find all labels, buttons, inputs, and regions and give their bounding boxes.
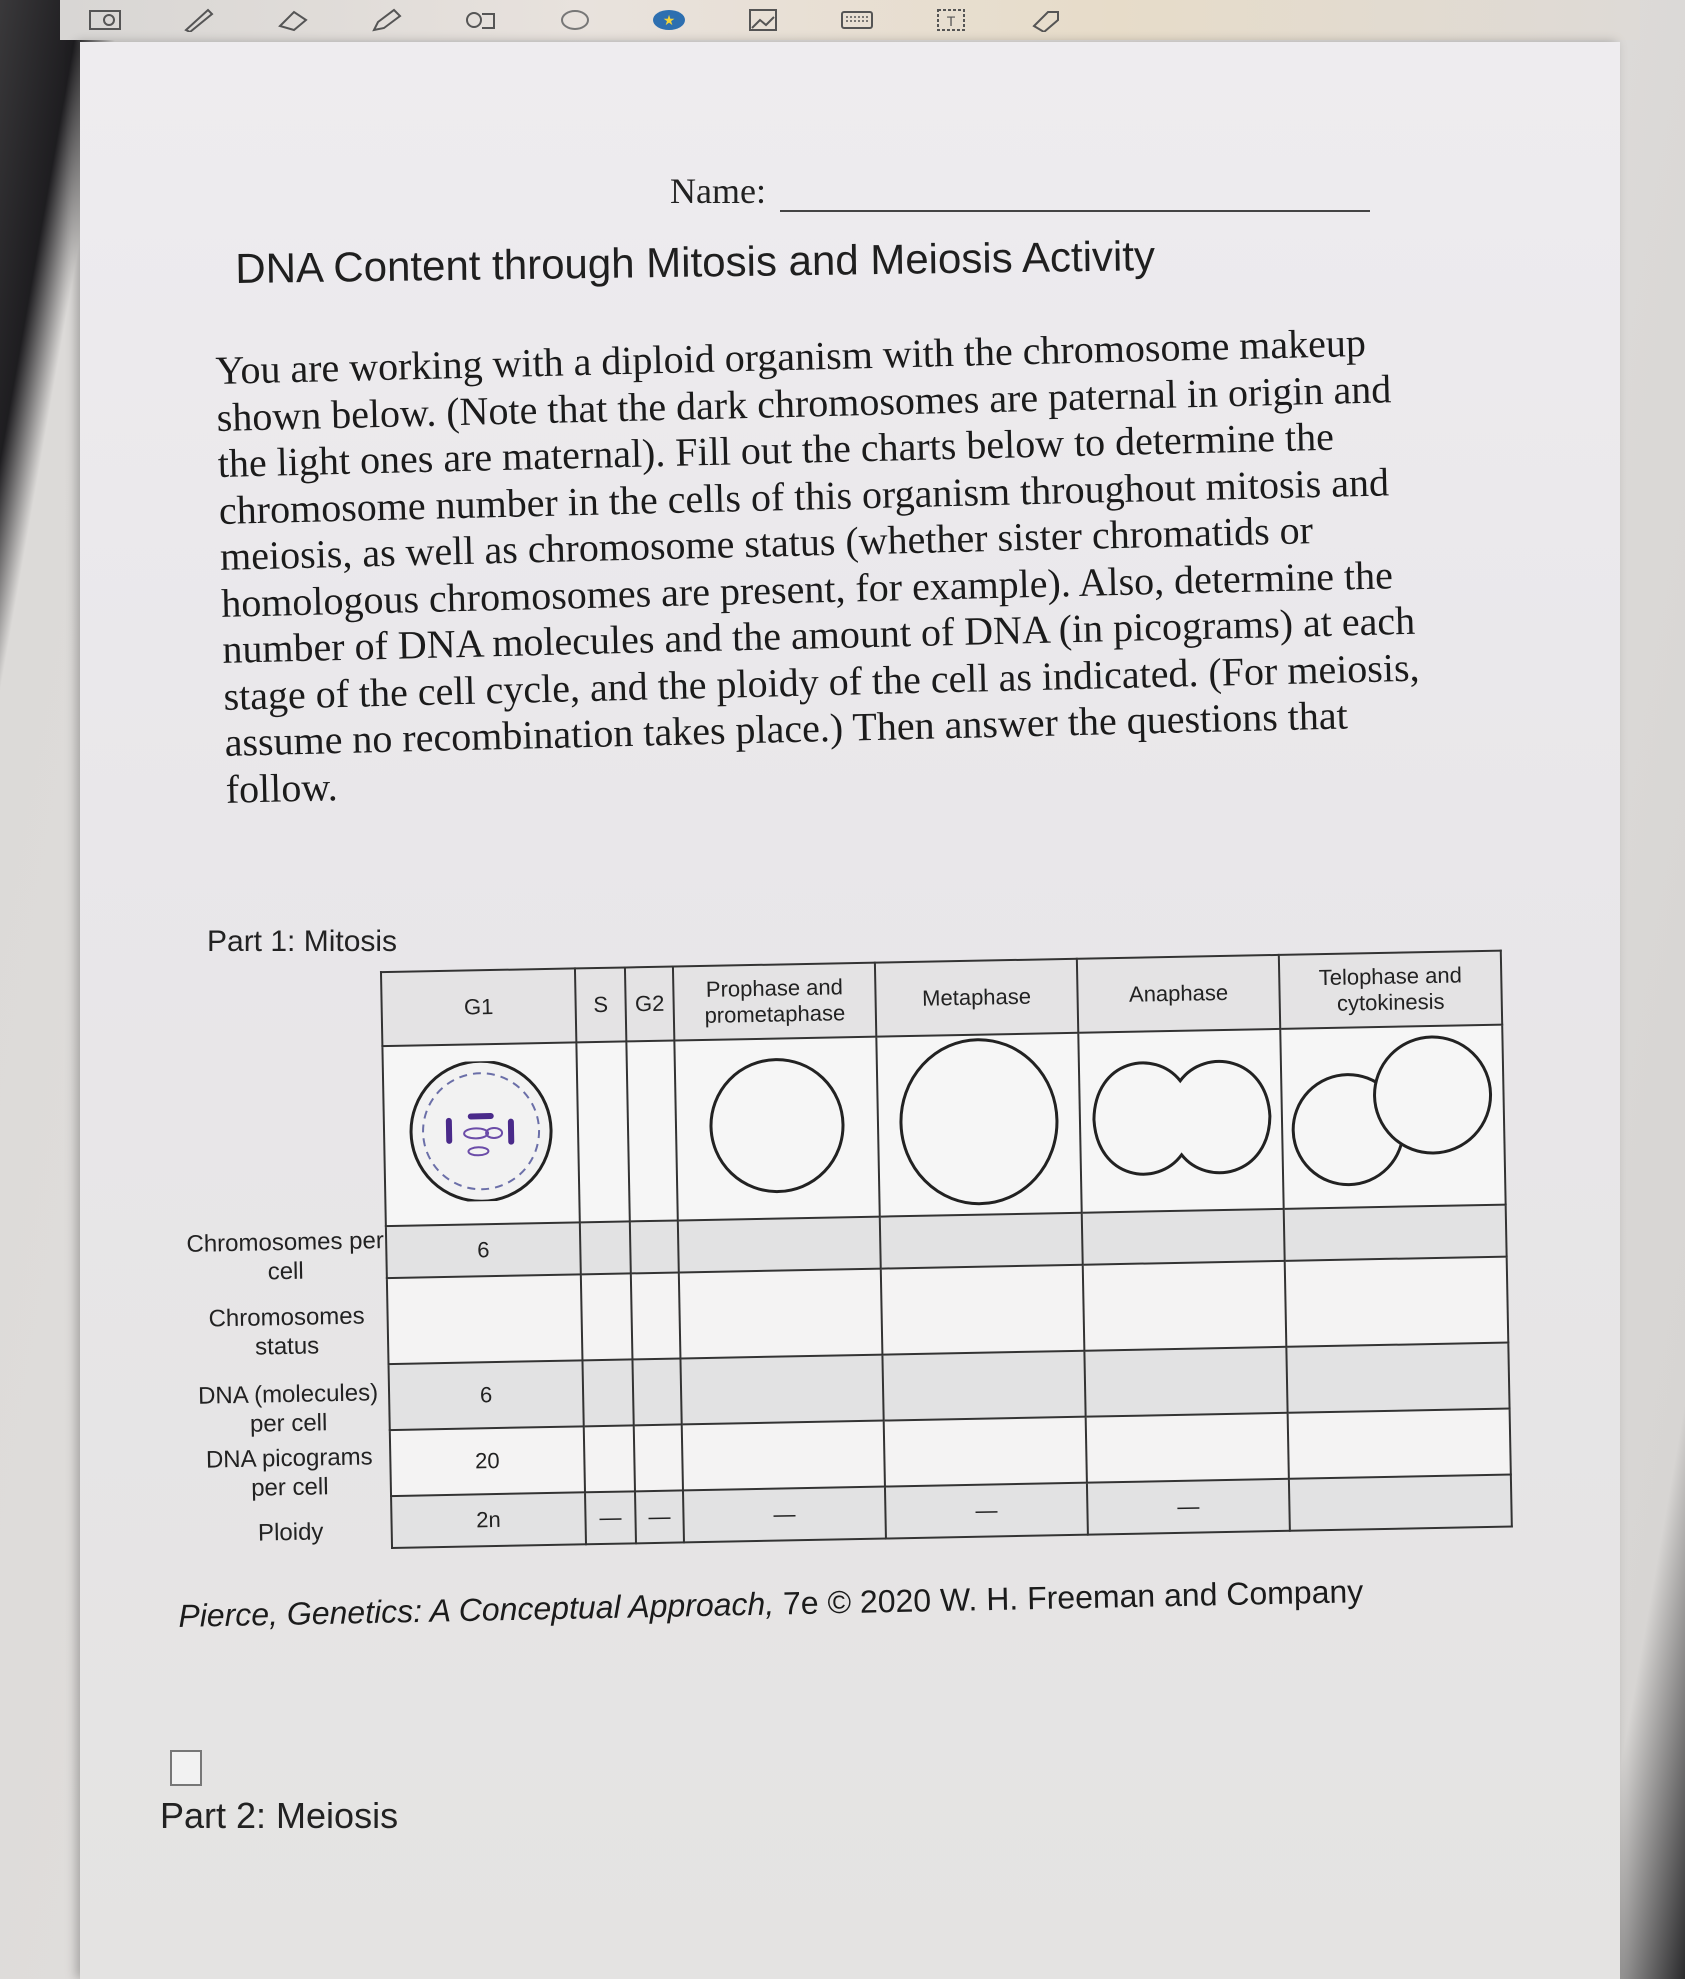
g1-ploidy-value: 2n bbox=[391, 1492, 586, 1548]
name-field bbox=[670, 170, 1370, 212]
anaphase-chromosomes-cell[interactable] bbox=[1082, 1209, 1285, 1265]
metaphase-dna-molecules-cell[interactable] bbox=[882, 1351, 1085, 1421]
svg-text:★: ★ bbox=[662, 12, 676, 28]
metaphase-ploidy-dash: — bbox=[885, 1483, 1088, 1539]
col-prophase: Prophase and prometaphase bbox=[673, 963, 876, 1041]
metaphase-cell-diagram[interactable] bbox=[876, 1033, 1081, 1217]
anaphase-status-cell[interactable] bbox=[1083, 1261, 1287, 1351]
prophase-dna-picograms-cell[interactable] bbox=[682, 1421, 885, 1491]
s-dna-picograms-cell[interactable] bbox=[584, 1425, 635, 1492]
telophase-status-cell[interactable] bbox=[1285, 1257, 1509, 1347]
s-chromosomes-cell[interactable] bbox=[580, 1221, 631, 1274]
name-label: Name: bbox=[670, 171, 766, 211]
text-icon[interactable] bbox=[926, 5, 976, 35]
s-status-cell[interactable] bbox=[581, 1273, 633, 1360]
prophase-dna-molecules-cell[interactable] bbox=[680, 1355, 883, 1425]
telophase-dna-picograms-cell[interactable] bbox=[1288, 1409, 1511, 1479]
shape-icon[interactable] bbox=[550, 5, 600, 35]
g2-dna-picograms-cell[interactable] bbox=[634, 1424, 683, 1491]
g1-cell-diagram bbox=[382, 1042, 579, 1226]
col-s: S bbox=[575, 967, 626, 1042]
metaphase-chromosomes-cell[interactable] bbox=[880, 1213, 1083, 1269]
col-telophase: Telophase and cytokinesis bbox=[1279, 951, 1502, 1029]
instructions-paragraph: You are working with a diploid organism with the chromosome makeup shown below. (Note that the dark chromosomes are paternal in origin and the light ones are maternal). Fill out the charts below to determine the chromosome number in the cells of this organism throughout mitosis and meiosis, as well as chromosome status (whether sister chromatids or homologous chromosomes are present, for example). Also, determine the number of DNA molecules and the amount of DNA (in picograms) at each stage of the cell cycle, and the ploidy of the cell as indicated. (For meiosis, assume no recombination takes place.) Then answer the questions that follow. bbox=[215, 319, 1420, 812]
table-row-cell-diagrams bbox=[382, 1025, 1505, 1226]
part2-heading: Part 2: Meiosis bbox=[160, 1795, 399, 1836]
g1-dna-picograms-value: 20 bbox=[390, 1426, 585, 1496]
row-label-chromosomes-per-cell: Chromosomes per cell bbox=[186, 1227, 385, 1286]
g1-status-cell[interactable] bbox=[387, 1274, 583, 1364]
g2-ploidy-dash: — bbox=[635, 1490, 684, 1543]
anaphase-dna-picograms-cell[interactable] bbox=[1086, 1413, 1289, 1483]
g2-cell-empty[interactable] bbox=[626, 1041, 677, 1222]
anaphase-ploidy-dash: — bbox=[1087, 1479, 1290, 1535]
anaphase-cell-diagram[interactable] bbox=[1078, 1029, 1283, 1213]
g1-dna-molecules-value: 6 bbox=[389, 1360, 584, 1430]
s-ploidy-dash: — bbox=[585, 1491, 636, 1544]
s-cell-empty[interactable] bbox=[576, 1041, 629, 1222]
citation-italic: Pierce, Genetics: A Conceptual Approach, bbox=[178, 1585, 775, 1634]
tag-icon[interactable] bbox=[1020, 5, 1070, 35]
col-g1: G1 bbox=[381, 968, 576, 1046]
anaphase-cell-icon bbox=[1085, 1041, 1278, 1195]
g1-cell-icon bbox=[405, 1060, 558, 1203]
metaphase-dna-picograms-cell[interactable] bbox=[884, 1417, 1087, 1487]
svg-text:T: T bbox=[946, 13, 956, 29]
pen-icon[interactable] bbox=[174, 5, 224, 35]
keyboard-icon[interactable] bbox=[832, 5, 882, 35]
g2-status-cell[interactable] bbox=[631, 1272, 681, 1359]
anaphase-dna-molecules-cell[interactable] bbox=[1084, 1347, 1287, 1417]
lasso-icon[interactable] bbox=[456, 5, 506, 35]
col-metaphase: Metaphase bbox=[875, 959, 1078, 1037]
row-label-ploidy: Ploidy bbox=[257, 1518, 324, 1547]
telophase-dna-molecules-cell[interactable] bbox=[1286, 1343, 1509, 1413]
metaphase-cell-icon bbox=[892, 1035, 1065, 1208]
highlighter-icon[interactable] bbox=[362, 5, 412, 35]
g1-chromosomes-value: 6 bbox=[386, 1222, 581, 1278]
worksheet-title: DNA Content through Mitosis and Meiosis Activity bbox=[235, 232, 1156, 292]
prophase-ploidy-dash: — bbox=[683, 1487, 886, 1543]
image-icon[interactable] bbox=[738, 5, 788, 35]
prophase-cell-diagram[interactable] bbox=[674, 1037, 879, 1221]
g2-dna-molecules-cell[interactable] bbox=[632, 1358, 681, 1425]
mitosis-table bbox=[380, 950, 1513, 1549]
row-label-chromosome-status: Chromosomes status bbox=[208, 1302, 365, 1361]
telophase-cell-icon bbox=[1286, 1032, 1499, 1196]
prophase-cell-icon bbox=[701, 1054, 854, 1197]
prophase-chromosomes-cell[interactable] bbox=[678, 1217, 881, 1273]
telophase-chromosomes-cell[interactable] bbox=[1284, 1205, 1507, 1261]
col-g2: G2 bbox=[625, 967, 674, 1042]
eraser-icon[interactable] bbox=[268, 5, 318, 35]
part2-checkbox[interactable] bbox=[170, 1750, 202, 1786]
row-label-dna-picograms: DNA picograms per cell bbox=[205, 1443, 373, 1502]
name-blank-line[interactable] bbox=[780, 184, 1370, 212]
telophase-ploidy-cell[interactable] bbox=[1289, 1475, 1512, 1531]
part1-heading: Part 1: Mitosis bbox=[207, 925, 398, 958]
annotation-toolbar bbox=[60, 0, 1640, 40]
metaphase-status-cell[interactable] bbox=[881, 1265, 1085, 1355]
citation-rest: 7e © 2020 W. H. Freeman and Company bbox=[773, 1573, 1364, 1622]
s-dna-molecules-cell[interactable] bbox=[582, 1359, 633, 1426]
row-label-dna-molecules: DNA (molecules) per cell bbox=[197, 1379, 379, 1438]
col-anaphase: Anaphase bbox=[1077, 955, 1280, 1033]
row-labels bbox=[185, 1227, 385, 1547]
g2-chromosomes-cell[interactable] bbox=[630, 1220, 679, 1273]
prophase-status-cell[interactable] bbox=[679, 1269, 883, 1359]
telophase-cell-diagram[interactable] bbox=[1280, 1025, 1505, 1209]
favorite-icon[interactable] bbox=[644, 5, 694, 35]
zoom-icon[interactable] bbox=[80, 5, 130, 35]
